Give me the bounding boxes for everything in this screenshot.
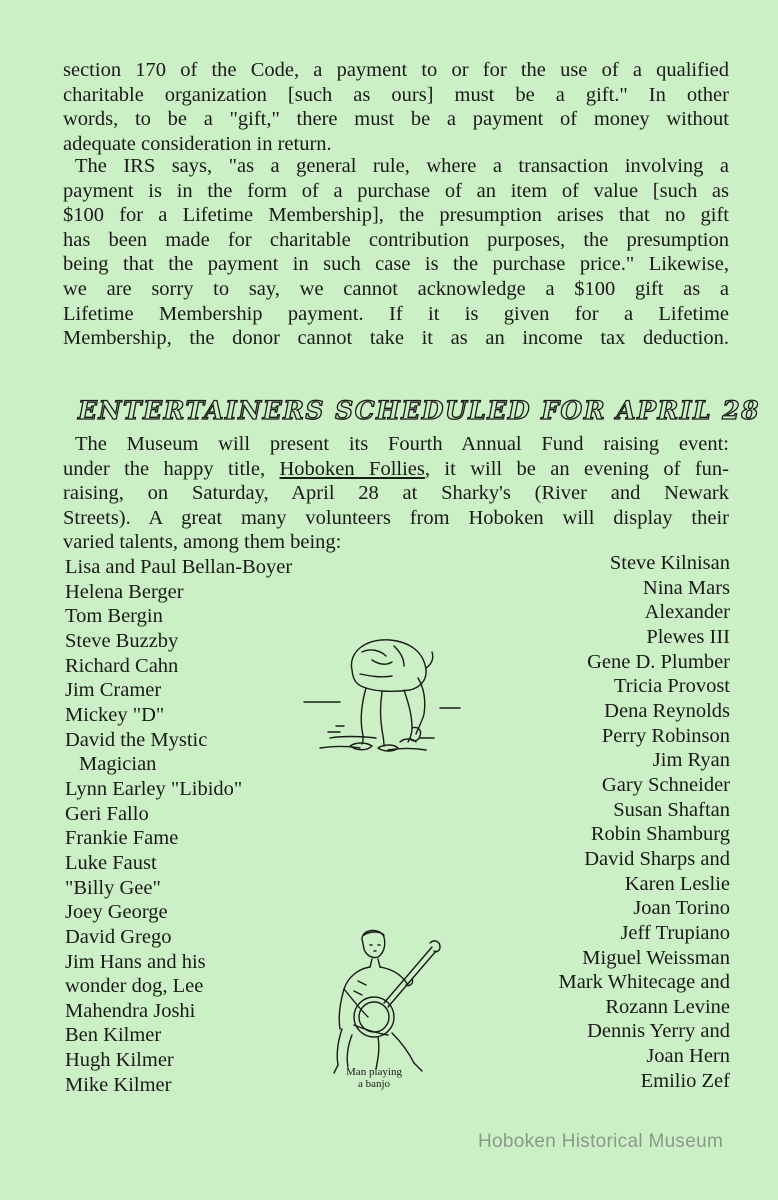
performer-name: Ben Kilmer: [65, 1024, 162, 1047]
text-line: section 170 of the Code, a payment to or for the use of a qualified: [63, 59, 729, 81]
text-line: Membership, the donor cannot take it as an income tax deduction.: [63, 327, 729, 350]
performer-name: Tom Bergin: [65, 605, 163, 628]
performer-list-right: [470, 551, 730, 1093]
text-line: [63, 457, 729, 482]
intro-paragraph: [63, 58, 729, 156]
performer-name: Tricia Provost: [614, 675, 730, 698]
performer-name: Lynn Earley "Libido": [65, 777, 243, 800]
illustration-caption: [334, 1066, 414, 1090]
performer-name: Joan Hern: [646, 1045, 730, 1068]
performer-name: Helena Berger: [65, 580, 184, 603]
performer-name: Rozann Levine: [605, 995, 730, 1018]
text-line: has been made for charitable contribution purposes, the presumption: [63, 228, 729, 251]
performer-name: David Sharps and: [584, 847, 730, 870]
performer-name: Richard Cahn: [65, 654, 179, 677]
text-fragment: under the happy title,: [63, 457, 280, 480]
banjo-player-illustration: [318, 925, 443, 1075]
performer-name: Dennis Yerry and: [587, 1020, 730, 1043]
text-line: Lifetime Membership payment. If it is given for a Lifetime: [63, 302, 729, 325]
performer-name: Hugh Kilmer: [65, 1049, 174, 1072]
text-line: words, to be a "gift," there must be a payment of money without: [63, 108, 729, 131]
event-title: Hoboken Follies: [279, 457, 425, 480]
performer-name: Frankie Fame: [65, 827, 179, 850]
performer-name: Nina Mars: [642, 576, 730, 599]
performer-name: Susan Shaftan: [613, 798, 730, 821]
text-line: adequate consideration in return.: [63, 132, 332, 155]
performer-name: Dena Reynolds: [604, 699, 730, 722]
caption-line: a banjo: [357, 1078, 391, 1090]
performer-name: Mahendra Joshi: [65, 999, 196, 1022]
performer-name: Mike Kilmer: [65, 1073, 172, 1096]
text-line: we are sorry to say, we cannot acknowledge a $100 gift as a: [63, 277, 729, 300]
performer-name: Gary Schneider: [601, 773, 730, 796]
performer-name: Magician: [79, 753, 157, 776]
performer-name: Jim Ryan: [652, 749, 730, 772]
performer-name: Mark Whitecage and: [558, 971, 730, 994]
performer-name: Joan Torino: [633, 897, 730, 920]
performer-name: Gene D. Plumber: [587, 650, 730, 673]
performer-name: Robin Shamburg: [590, 823, 730, 846]
performer-name: Alexander: [644, 601, 730, 624]
text-line: The Museum will present its Fourth Annual Fund raising event:: [75, 433, 729, 455]
performer-name: Jim Cramer: [65, 679, 162, 702]
text-line: raising, on Saturday, April 28 at Sharky's (River and Newark: [63, 482, 729, 505]
performer-name: Emilio Zef: [640, 1069, 730, 1092]
text-line: being that the payment in such case is the purchase price." Likewise,: [63, 253, 729, 276]
text-line: varied talents, among them being:: [63, 531, 342, 554]
performer-name: Steve Buzzby: [65, 629, 179, 652]
acrobat-illustration: [300, 630, 465, 760]
text-line: charitable organization [such as ours] must be a gift." In other: [63, 83, 729, 106]
museum-watermark: Hoboken Historical Museum: [478, 1131, 724, 1152]
caption-line: Man playing: [346, 1066, 402, 1078]
performer-name: Luke Faust: [65, 851, 157, 874]
performer-name: wonder dog, Lee: [65, 975, 204, 998]
performer-name: Karen Leslie: [624, 872, 730, 895]
text-line: $100 for a Lifetime Membership], the presumption arises that no gift: [63, 204, 729, 227]
performer-name: Geri Fallo: [65, 802, 149, 825]
performer-name: David Grego: [65, 925, 172, 948]
performer-name: Jeff Trupiano: [620, 921, 730, 944]
performer-name: Perry Robinson: [601, 724, 730, 747]
text-fragment: , it will be an evening of fun-: [424, 457, 730, 480]
performer-name: Jim Hans and his: [65, 950, 206, 973]
section-heading: ENTERTAINERS SCHEDULED FOR APRIL 28: [78, 396, 761, 425]
performer-name: Mickey "D": [65, 703, 165, 726]
text-line: The IRS says, "as a general rule, where a transaction involving a: [75, 155, 729, 177]
performer-name: Lisa and Paul Bellan-Boyer: [65, 556, 293, 578]
performer-name: Steve Kilnisan: [609, 552, 730, 574]
text-line: Streets). A great many volunteers from Hoboken will display their: [63, 506, 729, 529]
performer-name: Plewes III: [646, 625, 730, 648]
performer-name: Joey George: [65, 901, 168, 924]
performer-name: "Billy Gee": [65, 876, 161, 899]
event-paragraph: [63, 432, 729, 555]
irs-paragraph: [63, 154, 729, 351]
text-line: payment is in the form of a purchase of an item of value [such as: [63, 179, 729, 202]
performer-name: Miguel Weissman: [582, 946, 730, 969]
performer-name: David the Mystic: [65, 728, 208, 751]
